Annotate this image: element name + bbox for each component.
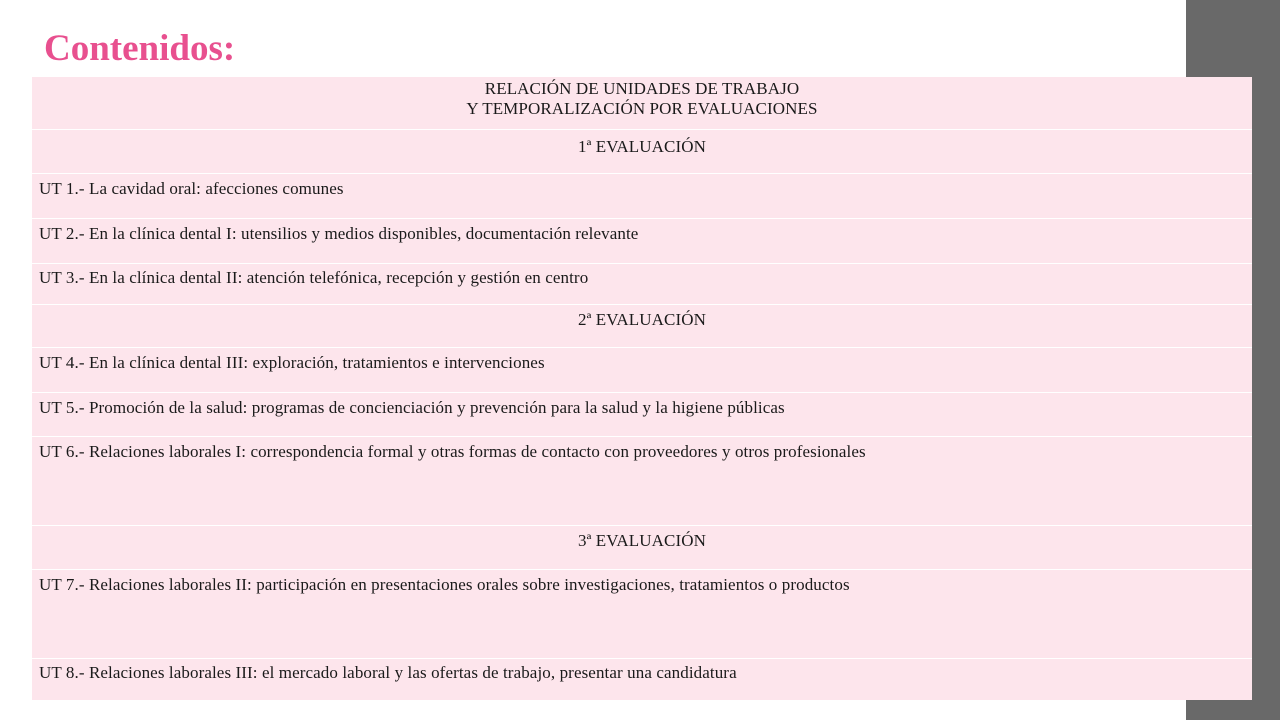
evaluation-row-2 bbox=[32, 304, 1252, 347]
table-row bbox=[32, 658, 1252, 700]
table-row bbox=[32, 436, 1252, 525]
unit-cell: UT 5.- Promoción de la salud: programas de concienciación y prevención para la salud y la higiene públicas bbox=[39, 398, 785, 417]
table-row bbox=[32, 392, 1252, 436]
table-header-line-2: Y TEMPORALIZACIÓN POR EVALUACIONES bbox=[466, 99, 818, 118]
evaluation-row-1 bbox=[32, 129, 1252, 173]
evaluation-label: 1ª EVALUACIÓN bbox=[578, 137, 706, 156]
table-row bbox=[32, 173, 1252, 218]
evaluation-label: 2ª EVALUACIÓN bbox=[578, 310, 706, 329]
unit-cell: UT 6.- Relaciones laborales I: correspondencia formal y otras formas de contacto con proveedores y otros profesionales bbox=[39, 442, 866, 461]
unit-cell: UT 4.- En la clínica dental III: exploración, tratamientos e intervenciones bbox=[39, 353, 545, 372]
table-header-line-1: RELACIÓN DE UNIDADES DE TRABAJO bbox=[484, 79, 800, 98]
unit-cell: UT 1.- La cavidad oral: afecciones comunes bbox=[39, 179, 344, 198]
table-row bbox=[32, 263, 1252, 304]
unit-cell: UT 3.- En la clínica dental II: atención telefónica, recepción y gestión en centro bbox=[39, 268, 589, 287]
unit-cell: UT 8.- Relaciones laborales III: el mercado laboral y las ofertas de trabajo, presentar una candidatura bbox=[39, 663, 737, 682]
table-header-cell bbox=[39, 79, 1245, 119]
table-row bbox=[32, 569, 1252, 658]
unit-cell: UT 2.- En la clínica dental I: utensilios y medios disponibles, documentación relevante bbox=[39, 224, 639, 243]
evaluation-row-3 bbox=[32, 525, 1252, 569]
page-title: Contenidos: bbox=[44, 28, 236, 69]
table-row bbox=[32, 347, 1252, 392]
units-table bbox=[32, 77, 1252, 700]
table-header-row bbox=[32, 77, 1252, 129]
table-row bbox=[32, 218, 1252, 263]
unit-cell: UT 7.- Relaciones laborales II: participación en presentaciones orales sobre investigaciones, tratamientos o productos bbox=[39, 575, 850, 594]
evaluation-label: 3ª EVALUACIÓN bbox=[578, 531, 706, 550]
